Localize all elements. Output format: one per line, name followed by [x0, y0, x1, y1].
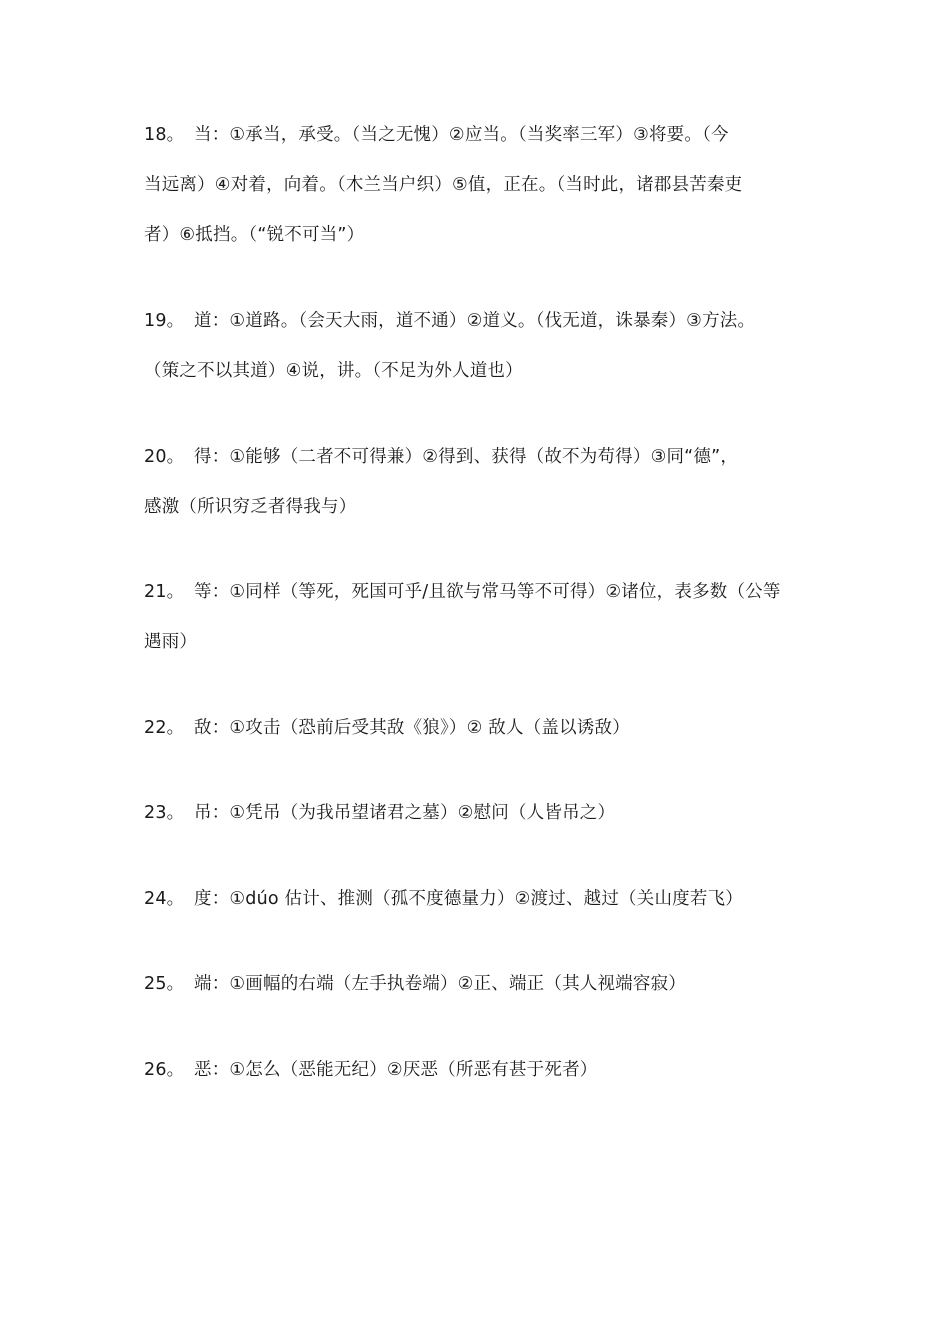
entry-23 [144, 788, 816, 838]
entry-text: 等：①同样（等死，死国可乎/且欲与常马等不可得）②诸位，表多数（公等 [194, 582, 781, 602]
entry-line [144, 874, 816, 924]
entry-line [144, 788, 816, 838]
entry-number: 18。 [144, 125, 185, 145]
entry-number: 23。 [144, 803, 185, 823]
entry-line [144, 432, 816, 482]
entry-21 [144, 567, 816, 667]
entry-number: 19。 [144, 311, 185, 331]
entry-line [144, 296, 816, 346]
entry-text: 当：①承当，承受。（当之无愧）②应当。（当奖率三军）③将要。（今 [194, 125, 729, 145]
entry-number: 20。 [144, 447, 185, 467]
entry-24 [144, 874, 816, 924]
entry-line: 者）⑥抵挡。（“锐不可当”） [144, 225, 365, 245]
entry-text: 端：①画幅的右端（左手执卷端）②正、端正（其人视端容寂） [194, 974, 686, 994]
entry-line [144, 1045, 816, 1095]
entry-text: 得：①能够（二者不可得兼）②得到、获得（故不为苟得）③同“德”， [194, 447, 739, 467]
entry-number: 25。 [144, 974, 185, 994]
entry-line: 感激（所识穷乏者得我与） [144, 497, 357, 517]
entry-line [144, 567, 816, 617]
entry-text: 度：①dúo 估计、推测（孤不度德量力）②渡过、越过（关山度若飞） [194, 889, 743, 909]
entry-text: 敌：①攻击（恐前后受其敌《狼》）② 敌人（盖以诱敌） [194, 718, 630, 738]
entry-text: 吊：①凭吊（为我吊望诸君之墓）②慰问（人皆吊之） [194, 803, 616, 823]
entry-number: 24。 [144, 889, 185, 909]
entry-25 [144, 959, 816, 1009]
entry-line [144, 959, 816, 1009]
entry-22 [144, 703, 816, 753]
entry-number: 21。 [144, 582, 185, 602]
entry-line [144, 703, 816, 753]
entry-number: 26。 [144, 1060, 185, 1080]
entry-line: 当远离）④对着，向着。（木兰当户织）⑤值，正在。（当时此，诸郡县苦秦吏 [144, 175, 743, 195]
entry-19 [144, 296, 816, 396]
entry-line: 遇雨） [144, 632, 198, 652]
entry-20 [144, 432, 816, 532]
entry-text: 道：①道路。（会天大雨，道不通）②道义。（伐无道，诛暴秦）③方法。 [194, 311, 756, 331]
entry-text: 恶：①怎么（恶能无纪）②厌恶（所恶有甚于死者） [194, 1060, 598, 1080]
entry-26 [144, 1045, 816, 1095]
entry-number: 22。 [144, 718, 185, 738]
entry-line: （策之不以其道）④说，讲。（不足为外人道也） [144, 361, 523, 381]
entry-18 [144, 110, 816, 260]
entry-line [144, 110, 816, 160]
